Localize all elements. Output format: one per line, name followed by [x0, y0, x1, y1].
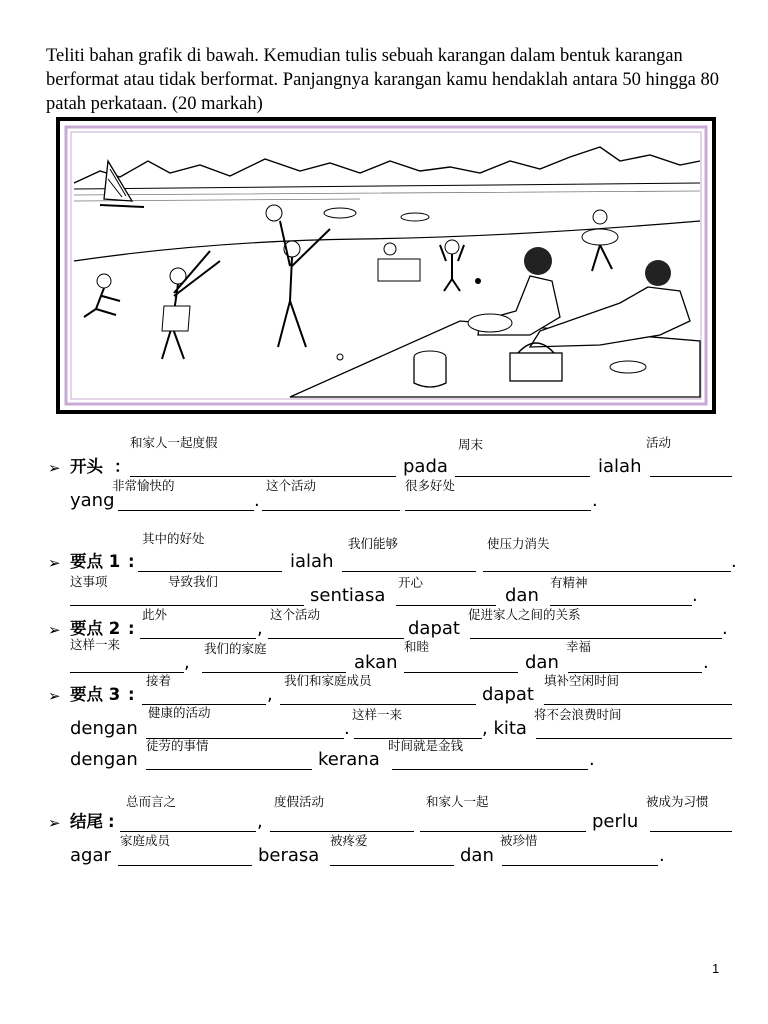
answer-blank[interactable]: [544, 704, 732, 705]
answer-blank[interactable]: [392, 769, 588, 770]
answer-blank[interactable]: [536, 738, 732, 739]
punctuation: .: [703, 652, 709, 673]
gloss: 这个活动: [266, 478, 317, 493]
connector-word: dapat: [482, 684, 534, 705]
gloss: 有精神: [550, 575, 588, 590]
gloss: 这样一来: [70, 637, 121, 652]
gloss: 活动: [646, 435, 672, 450]
connector-word: kerana: [318, 749, 380, 770]
gloss: 我们和家庭成员: [284, 673, 372, 688]
punctuation: ,: [257, 618, 263, 639]
bullet-arrow-icon: ➢: [48, 687, 61, 705]
punctuation: .: [592, 490, 598, 511]
connector-word: berasa: [258, 845, 320, 866]
label-separator: :: [108, 812, 115, 831]
answer-blank[interactable]: [396, 605, 496, 606]
gloss: 被珍惜: [500, 833, 538, 848]
answer-blank[interactable]: [330, 865, 454, 866]
gloss: 时间就是金钱: [388, 738, 464, 753]
gloss: 我们能够: [348, 536, 399, 551]
connector-word: dengan: [70, 749, 138, 770]
connector-word: agar: [70, 845, 111, 866]
gloss: 促进家人之间的关系: [468, 607, 581, 622]
section-label: 开头: [70, 457, 103, 476]
gloss: 度假活动: [274, 794, 325, 809]
label-separator: :: [128, 552, 135, 571]
section-label: 要点 2: [70, 619, 121, 638]
connector-word: dan: [525, 652, 559, 673]
answer-blank[interactable]: [268, 638, 404, 639]
answer-blank[interactable]: [650, 831, 732, 832]
answer-blank[interactable]: [483, 571, 731, 572]
connector-word: akan: [354, 652, 398, 673]
answer-blank[interactable]: [120, 831, 256, 832]
answer-blank[interactable]: [404, 672, 518, 673]
label-separator: ：: [114, 457, 131, 476]
punctuation: .: [254, 490, 260, 511]
punctuation: .: [692, 585, 698, 606]
punctuation: .: [659, 845, 665, 866]
answer-blank[interactable]: [146, 769, 312, 770]
gloss: 周末: [458, 437, 484, 452]
answer-blank[interactable]: [342, 571, 476, 572]
beach-picnic-illustration: [56, 117, 716, 414]
answer-blank[interactable]: [280, 704, 476, 705]
gloss: 这个活动: [270, 607, 321, 622]
gloss: 此外: [142, 607, 168, 622]
punctuation: ,: [267, 684, 273, 705]
gloss: 家庭成员: [120, 833, 171, 848]
punctuation: .: [344, 718, 350, 739]
bullet-arrow-icon: ➢: [48, 814, 61, 832]
connector-word: yang: [70, 490, 115, 511]
connector-word: dapat: [408, 618, 460, 639]
label-separator: :: [128, 685, 135, 704]
answer-blank[interactable]: [420, 831, 586, 832]
answer-blank[interactable]: [550, 605, 692, 606]
gloss: 其中的好处: [142, 531, 205, 546]
gloss: 被成为习惯: [646, 794, 709, 809]
gloss: 填补空闲时间: [544, 673, 620, 688]
answer-blank[interactable]: [502, 865, 658, 866]
answer-blank[interactable]: [405, 510, 591, 511]
connector-word: pada: [403, 456, 448, 477]
punctuation: .: [731, 551, 737, 572]
gloss: 导致我们: [168, 574, 219, 589]
connector-word: dan: [505, 585, 539, 606]
instructions-text: Teliti bahan grafik di bawah. Kemudian tulis sebuah karangan dalam bentuk karangan berformat atau tidak berformat. Panjangnya karangan kamu hendaklah antara 50 hingga 80 patah perkataan. (20 markah): [46, 46, 719, 114]
bullet-arrow-icon: ➢: [48, 459, 61, 477]
answer-blank[interactable]: [138, 571, 282, 572]
label-separator: :: [128, 619, 135, 638]
answer-blank[interactable]: [262, 510, 400, 511]
gloss: 健康的活动: [148, 705, 211, 720]
gloss: 这事项: [70, 574, 108, 589]
punctuation: ,: [257, 811, 263, 832]
answer-blank[interactable]: [118, 510, 254, 511]
punctuation: .: [722, 618, 728, 639]
section-label: 要点 1: [70, 552, 121, 571]
answer-blank[interactable]: [470, 638, 722, 639]
punctuation: .: [589, 749, 595, 770]
gloss: 开心: [398, 575, 424, 590]
gloss: 和家人一起: [426, 794, 489, 809]
gloss: 接着: [146, 673, 172, 688]
gloss: 徒劳的事情: [146, 738, 209, 753]
connector-word: perlu: [592, 811, 639, 832]
gloss: 我们的家庭: [204, 641, 267, 656]
gloss: 幸福: [566, 639, 592, 654]
gloss: 使压力消失: [487, 536, 550, 551]
answer-blank[interactable]: [130, 476, 396, 477]
connector-word: , kita: [482, 718, 527, 739]
gloss: 很多好处: [405, 478, 456, 493]
answer-blank[interactable]: [140, 638, 256, 639]
section-label: 要点 3: [70, 685, 121, 704]
gloss: 非常愉快的: [112, 478, 175, 493]
gloss: 将不会浪费时间: [534, 707, 622, 722]
punctuation: ,: [184, 652, 190, 673]
bullet-arrow-icon: ➢: [48, 621, 61, 639]
gloss: 和家人一起度假: [130, 435, 218, 450]
connector-word: ialah: [290, 551, 334, 572]
connector-word: dan: [460, 845, 494, 866]
gloss: 和睦: [404, 639, 430, 654]
page-number: 1: [712, 961, 720, 976]
bullet-arrow-icon: ➢: [48, 554, 61, 572]
answer-blank[interactable]: [270, 831, 414, 832]
answer-blank[interactable]: [650, 476, 732, 477]
connector-word: ialah: [598, 456, 642, 477]
answer-blank[interactable]: [455, 476, 590, 477]
section-label: 结尾: [70, 812, 103, 831]
connector-word: dengan: [70, 718, 138, 739]
gloss: 被疼爱: [330, 833, 368, 848]
gloss: 这样一来: [352, 707, 403, 722]
answer-blank[interactable]: [118, 865, 252, 866]
answer-blank[interactable]: [70, 605, 304, 606]
gloss: 总而言之: [126, 794, 177, 809]
connector-word: sentiasa: [310, 585, 386, 606]
